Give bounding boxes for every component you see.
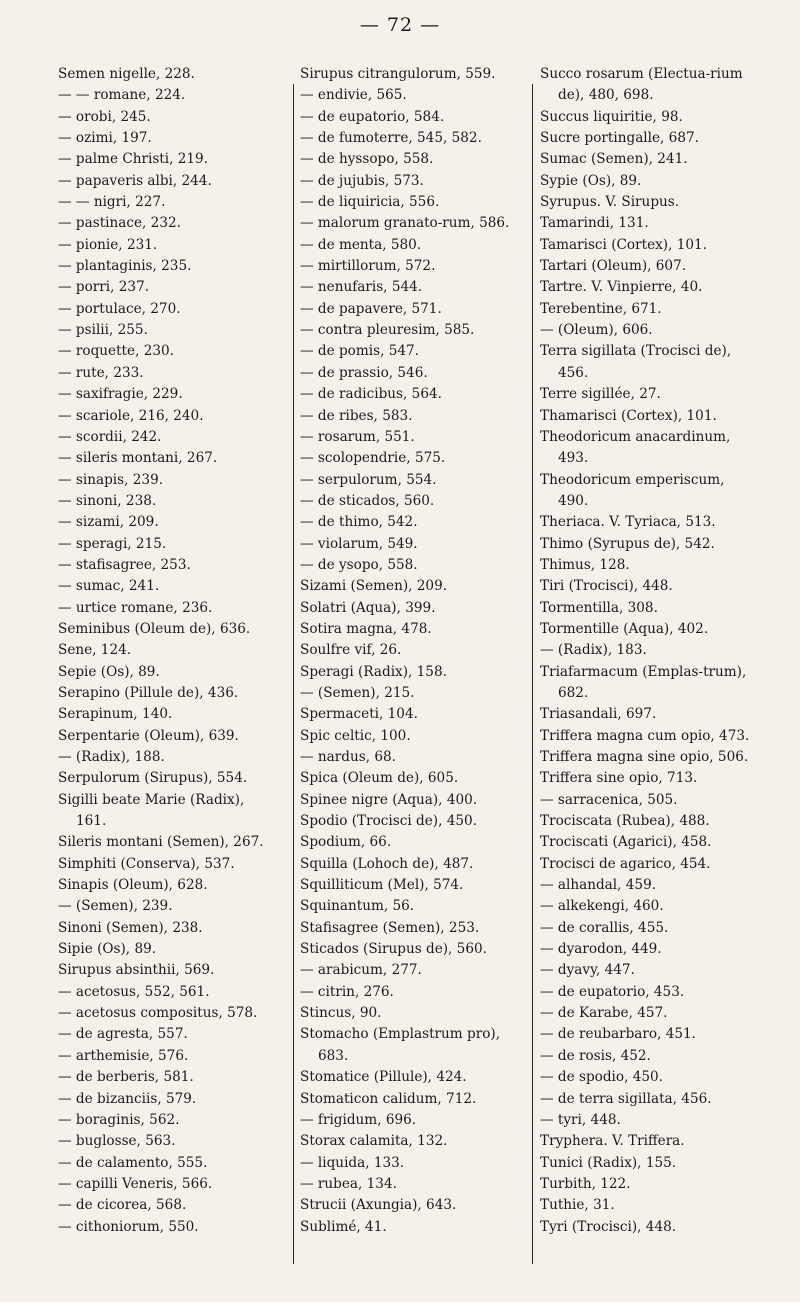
- index-entry: Stomatice (Pillule), 424.: [300, 1069, 467, 1086]
- index-entry: — de menta, 580.: [300, 236, 422, 253]
- index-entry: Sumac (Semen), 241.: [540, 151, 688, 168]
- index-entry: — dyarodon, 449.: [540, 941, 662, 958]
- index-entry: Tamarisci (Cortex), 101.: [540, 236, 707, 253]
- index-entry: — de reubarbaro, 451.: [540, 1026, 696, 1043]
- index-entry: Trocisci de agarico, 454.: [540, 855, 711, 872]
- index-entry: Sucre portingalle, 687.: [540, 130, 699, 147]
- index-entry: — orobi, 245.: [58, 108, 151, 125]
- index-entry: — de corallis, 455.: [540, 919, 669, 936]
- index-entry: — de thimo, 542.: [300, 514, 418, 531]
- index-entry: — de calamento, 555.: [58, 1154, 208, 1171]
- index-entry: — de rosis, 452.: [540, 1047, 651, 1064]
- index-entry: — endivie, 565.: [300, 87, 407, 104]
- index-entry: — (Radix), 183.: [540, 642, 647, 659]
- index-entry: — sinoni, 238.: [58, 492, 157, 509]
- index-entry: — de eupatorio, 453.: [540, 983, 685, 1000]
- index-entry: Sileris montani (Semen), 267.: [58, 834, 264, 851]
- index-entry: Serpentarie (Oleum), 639.: [58, 727, 239, 744]
- index-entry: — arthemisie, 576.: [58, 1047, 189, 1064]
- index-entry: — frigidum, 696.: [300, 1111, 417, 1128]
- index-entry: Triffera magna sine opio, 506.: [540, 749, 749, 765]
- index-entry: Triffera sine opio, 713.: [540, 770, 698, 787]
- index-entry: Tiri (Trocisci), 448.: [540, 578, 673, 595]
- index-entry: — rubea, 134.: [300, 1175, 397, 1192]
- index-entry: — serpulorum, 554.: [300, 471, 437, 488]
- index-entry: — nardus, 68.: [300, 749, 396, 765]
- index-entry: — plantaginis, 235.: [58, 258, 192, 275]
- index-entry: Succo rosarum (Electua-rium de), 480, 698.: [540, 66, 743, 104]
- index-entry: Sirupus absinthii, 569.: [58, 962, 215, 979]
- index-entry: — capilli Veneris, 566.: [58, 1175, 213, 1192]
- index-entry: — de agresta, 557.: [58, 1026, 188, 1043]
- index-entry: — rute, 233.: [58, 364, 144, 381]
- index-entry: — alkekengi, 460.: [540, 898, 664, 915]
- index-entry: — (Oleum), 606.: [540, 322, 653, 339]
- index-entry: Stincus, 90.: [300, 1005, 382, 1022]
- index-entry: — ozimi, 197.: [58, 130, 152, 147]
- index-entry: — de eupatorio, 584.: [300, 108, 445, 125]
- index-entry: Triafarmacum (Emplas-trum), 682.: [540, 663, 747, 701]
- index-entry: Serapino (Pillule de), 436.: [58, 684, 239, 701]
- index-entry: Squilliticum (Mel), 574.: [300, 877, 464, 894]
- index-entry: Tartre. V. Vinpierre, 40.: [540, 279, 703, 296]
- index-entry: — scariole, 216, 240.: [58, 407, 204, 424]
- index-entry: — nenufaris, 544.: [300, 279, 423, 296]
- index-entry: — (Semen), 215.: [300, 684, 415, 701]
- index-entry: Turbith, 122.: [540, 1175, 631, 1192]
- index-entry: — de spodio, 450.: [540, 1069, 663, 1086]
- index-column-3: [540, 64, 754, 1238]
- index-entry: — de terra sigillata, 456.: [540, 1090, 712, 1107]
- index-entry: — liquida, 133.: [300, 1154, 405, 1171]
- index-entry: Tyri (Trocisci), 448.: [540, 1218, 677, 1235]
- index-entry: — contra pleuresim, 585.: [300, 322, 475, 339]
- index-entry: Semen nigelle, 228.: [58, 66, 195, 82]
- index-entry: Thamarisci (Cortex), 101.: [540, 407, 717, 424]
- index-entry: — de berberis, 581.: [58, 1069, 194, 1086]
- index-entry: — speragi, 215.: [58, 535, 167, 552]
- index-entry: Tormentille (Aqua), 402.: [540, 620, 709, 637]
- index-entry: — sarracenica, 505.: [540, 791, 678, 808]
- index-entry: — porri, 237.: [58, 279, 150, 296]
- index-entry: Theriaca. V. Tyriaca, 513.: [540, 514, 716, 531]
- index-entry: Stomacho (Emplastrum pro), 683.: [300, 1026, 501, 1064]
- index-entry: Spodium, 66.: [300, 834, 392, 851]
- index-entry: Sublimé, 41.: [300, 1218, 387, 1235]
- index-entry: Stafisagree (Semen), 253.: [300, 919, 480, 936]
- index-entry: — scolopendrie, 575.: [300, 450, 446, 467]
- index-entry: Squinantum, 56.: [300, 898, 415, 915]
- index-column-1: [58, 64, 272, 1238]
- index-entry: — de liquiricia, 556.: [300, 194, 440, 211]
- index-entry: Spinee nigre (Aqua), 400.: [300, 791, 478, 808]
- index-entry: Tormentilla, 308.: [540, 599, 658, 616]
- index-entry: Sizami (Semen), 209.: [300, 578, 448, 595]
- page-number: — 72 —: [359, 14, 441, 36]
- index-entry: — mirtillorum, 572.: [300, 258, 436, 275]
- index-column-2: [300, 64, 514, 1238]
- index-entry: — arabicum, 277.: [300, 962, 422, 979]
- index-entry: — acetosus, 552, 561.: [58, 983, 210, 1000]
- column-divider-1: [293, 84, 294, 1264]
- index-entry: Succus liquiritie, 98.: [540, 108, 683, 125]
- index-entry: — de jujubis, 573.: [300, 172, 424, 189]
- index-entry: — roquette, 230.: [58, 343, 174, 360]
- index-entry: — sileris montani, 267.: [58, 450, 218, 467]
- index-entry: Trociscata (Rubea), 488.: [540, 813, 710, 830]
- index-entry: — citrin, 276.: [300, 983, 394, 1000]
- index-entry: Tartari (Oleum), 607.: [540, 258, 687, 275]
- index-entry: — boraginis, 562.: [58, 1111, 180, 1128]
- index-entry: — de sticados, 560.: [300, 492, 435, 509]
- index-entry: Speragi (Radix), 158.: [300, 663, 447, 680]
- index-entry: Terra sigillata (Trocisci de), 456.: [540, 343, 732, 381]
- index-entry: — de pomis, 547.: [300, 343, 419, 360]
- index-entry: Spodio (Trocisci de), 450.: [300, 813, 477, 830]
- index-entry: Terebentine, 671.: [540, 300, 662, 317]
- index-entry: Strucii (Axungia), 643.: [300, 1197, 457, 1214]
- index-entry: Triffera magna cum opio, 473.: [540, 727, 750, 744]
- index-entry: — de radicibus, 564.: [300, 386, 442, 403]
- index-entry: Spica (Oleum de), 605.: [300, 770, 459, 787]
- index-entry: Sotira magna, 478.: [300, 620, 432, 637]
- index-entry: Soulfre vif, 26.: [300, 642, 402, 659]
- index-entry: Serpulorum (Sirupus), 554.: [58, 770, 248, 787]
- index-entry: — dyavy, 447.: [540, 962, 635, 979]
- index-entry: — rosarum, 551.: [300, 428, 415, 445]
- index-entry: Tunici (Radix), 155.: [540, 1154, 677, 1171]
- index-entry: — buglosse, 563.: [58, 1133, 176, 1150]
- index-entry: — sinapis, 239.: [58, 471, 164, 488]
- index-entry: — stafisagree, 253.: [58, 556, 191, 573]
- index-entry: Thimo (Syrupus de), 542.: [540, 535, 715, 552]
- index-entry: — urtice romane, 236.: [58, 599, 213, 616]
- index-entry: — tyri, 448.: [540, 1111, 621, 1128]
- index-entry: Tryphera. V. Triffera.: [540, 1133, 685, 1150]
- index-entry: Syrupus. V. Sirupus.: [540, 194, 680, 211]
- index-entry: — scordii, 242.: [58, 428, 162, 445]
- index-entry: Sepie (Os), 89.: [58, 663, 160, 680]
- index-entry: Storax calamita, 132.: [300, 1133, 448, 1150]
- index-entry: Squilla (Lohoch de), 487.: [300, 855, 474, 872]
- index-entry: — de papavere, 571.: [300, 300, 442, 317]
- column-divider-2: [532, 84, 533, 1264]
- index-entry: Thimus, 128.: [540, 556, 630, 573]
- index-entry: Sene, 124.: [58, 642, 132, 659]
- index-entry: Terre sigillée, 27.: [540, 386, 661, 403]
- index-entry: — alhandal, 459.: [540, 877, 657, 894]
- index-entry: — palme Christi, 219.: [58, 151, 209, 168]
- index-entry: — de prassio, 546.: [300, 364, 428, 381]
- index-entry: Theodoricum emperiscum, 490.: [540, 471, 725, 509]
- index-entry: Stomaticon calidum, 712.: [300, 1090, 477, 1107]
- index-entry: — de fumoterre, 545, 582.: [300, 130, 482, 147]
- index-columns: [58, 64, 754, 1284]
- index-entry: Spic celtic, 100.: [300, 727, 411, 744]
- index-entry: — pastinace, 232.: [58, 215, 181, 232]
- index-entry: — papaveris albi, 244.: [58, 172, 212, 189]
- index-entry: — de ysopo, 558.: [300, 556, 418, 573]
- index-entry: — sumac, 241.: [58, 578, 160, 595]
- index-entry: Sigilli beate Marie (Radix), 161.: [58, 791, 245, 830]
- index-entry: Triasandali, 697.: [540, 706, 657, 723]
- index-entry: — malorum granato-rum, 586.: [300, 215, 510, 232]
- index-entry: Simphiti (Conserva), 537.: [58, 855, 235, 872]
- index-entry: — de bizanciis, 579.: [58, 1090, 197, 1107]
- index-entry: Sypie (Os), 89.: [540, 172, 642, 189]
- index-entry: — de cicorea, 568.: [58, 1197, 187, 1214]
- index-entry: — sizami, 209.: [58, 514, 159, 531]
- index-entry: — portulace, 270.: [58, 300, 181, 317]
- index-entry: Sinapis (Oleum), 628.: [58, 877, 208, 894]
- index-entry: Theodoricum anacardinum, 493.: [540, 428, 731, 467]
- index-entry: — (Radix), 188.: [58, 749, 165, 765]
- index-entry: — violarum, 549.: [300, 535, 418, 552]
- index-entry: — de Karabe, 457.: [540, 1005, 668, 1022]
- index-entry: Tamarindi, 131.: [540, 215, 649, 232]
- index-entry: Solatri (Aqua), 399.: [300, 599, 436, 616]
- index-entry: — cithoniorum, 550.: [58, 1218, 199, 1235]
- index-entry: Serapinum, 140.: [58, 706, 173, 723]
- index-entry: Tuthie, 31.: [540, 1197, 615, 1214]
- index-entry: — (Semen), 239.: [58, 898, 173, 915]
- index-entry: Sticados (Sirupus de), 560.: [300, 941, 487, 958]
- index-entry: Sipie (Os), 89.: [58, 941, 157, 958]
- index-entry: — — romane, 224.: [58, 87, 186, 104]
- index-entry: Sirupus citrangulorum, 559.: [300, 66, 496, 82]
- index-entry: Sinoni (Semen), 238.: [58, 919, 203, 936]
- index-entry: — pionie, 231.: [58, 236, 158, 253]
- index-entry: — de ribes, 583.: [300, 407, 413, 424]
- index-entry: Trociscati (Agarici), 458.: [540, 834, 712, 851]
- index-entry: — — nigri, 227.: [58, 194, 166, 211]
- index-entry: — de hyssopo, 558.: [300, 151, 434, 168]
- index-entry: — acetosus compositus, 578.: [58, 1005, 258, 1022]
- index-entry: — psilii, 255.: [58, 322, 148, 339]
- index-entry: Spermaceti, 104.: [300, 706, 418, 723]
- index-entry: — saxifragie, 229.: [58, 386, 183, 403]
- index-entry: Seminibus (Oleum de), 636.: [58, 620, 251, 637]
